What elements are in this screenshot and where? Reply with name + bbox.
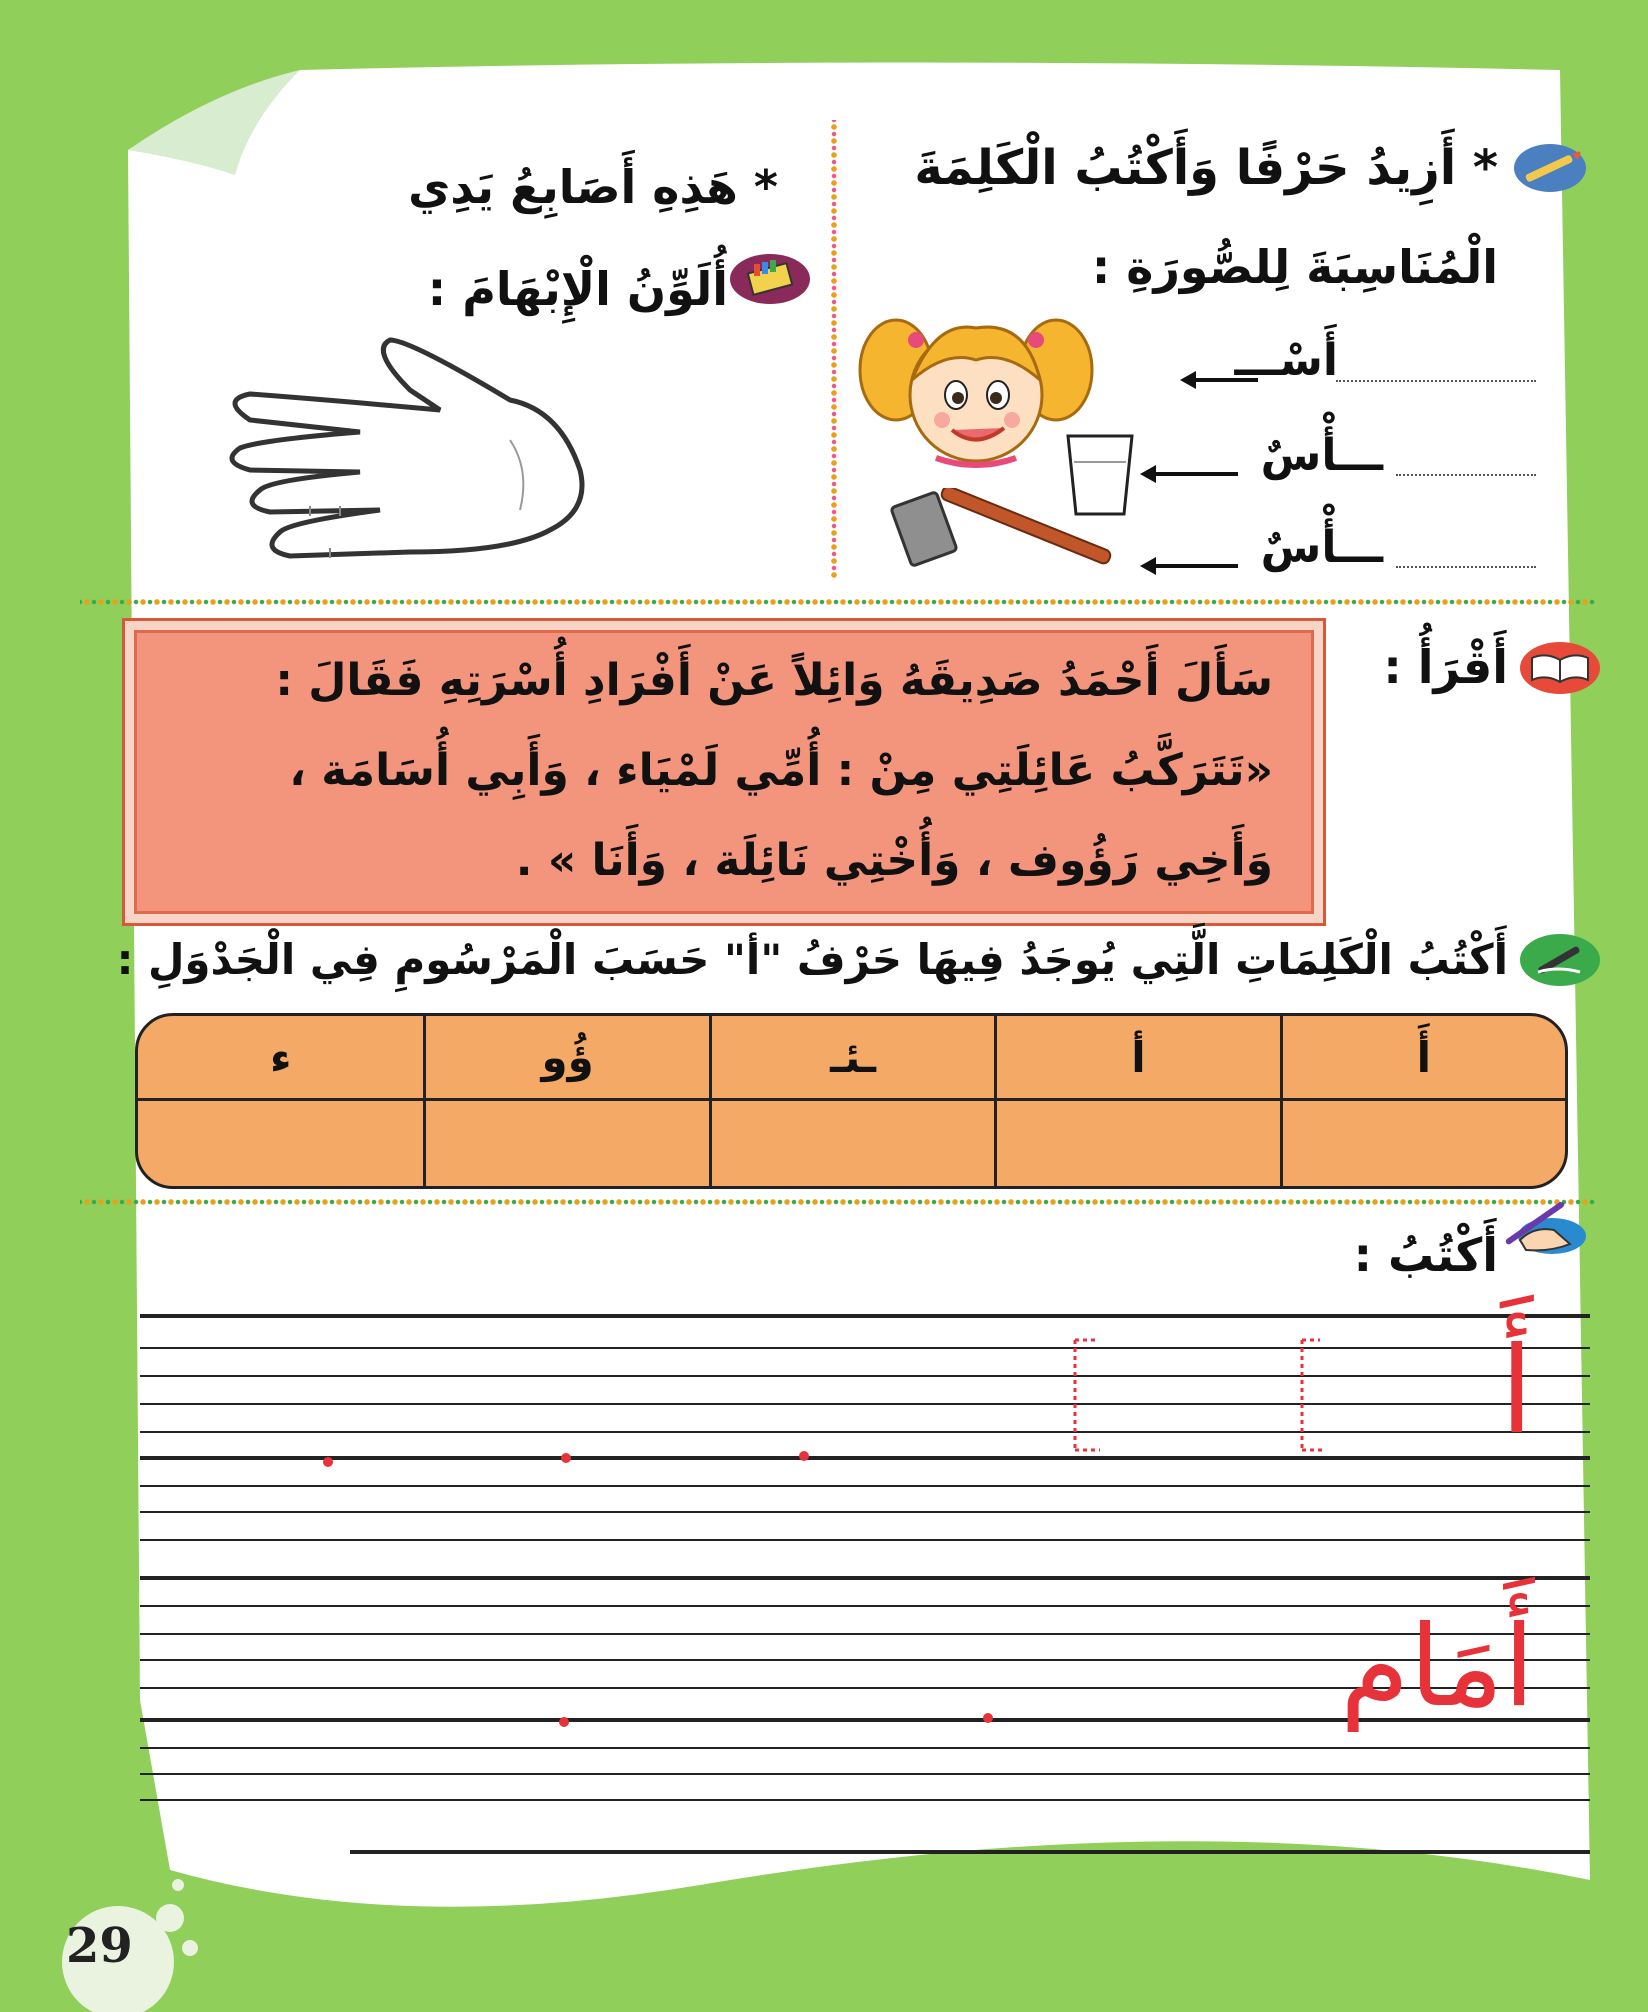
fingers-title: * هَذِهِ أَصَابِعُ يَدِي xyxy=(408,160,778,214)
fingers-instruction: أُلَوِّنُ الْإِبْهَامَ : xyxy=(427,262,728,316)
table-instruction: أَكْتُبُ الْكَلِمَاتِ الَّتِي يُوجَدُ فِيهَا حَرْفُ "أ" حَسَبَ الْمَرْسُومِ فِي الْجَدْوَلِ : xyxy=(116,935,1508,984)
reading-line-2: «تَتَرَكَّبُ عَائِلَتِي مِنْ : أُمِّي لَمْيَاء ، وَأَبِي أُسَامَة ، xyxy=(289,745,1273,796)
table-header-cell: ـئـ xyxy=(709,1016,994,1101)
add-letter-title: * أَزِيدُ حَرْفًا وَأَكْتُبُ الْكَلِمَةَ xyxy=(914,140,1498,196)
item-hint-3: ـــأْسٌ xyxy=(1260,522,1383,573)
answer-line-3[interactable] xyxy=(1396,566,1536,568)
reading-line-3: وَأَخِي رَؤُوف ، وَأُخْتِي نَائِلَة ، وَأَنَا » . xyxy=(515,835,1273,886)
section-divider xyxy=(80,596,1596,608)
table-header-cell: أَ xyxy=(1280,1016,1565,1101)
item-hint-2: ـــأْسٌ xyxy=(1260,430,1383,481)
add-letter-subtitle: الْمُنَاسِبَةَ لِلصُّورَةِ : xyxy=(1091,240,1498,294)
answer-line-1[interactable] xyxy=(1336,380,1536,382)
arrow-icon xyxy=(1180,368,1260,392)
hammer-picture xyxy=(886,488,1126,588)
reading-line-1: سَأَلَ أَحْمَدُ صَدِيقَهُ وَائِلاً عَنْ أَفْرَادِ أُسْرَتِهِ فَقَالَ : xyxy=(275,655,1273,706)
arrow-icon xyxy=(1140,462,1240,486)
table-header-cell: ء xyxy=(138,1016,423,1101)
letter-table xyxy=(135,1013,1568,1189)
reading-passage-box xyxy=(122,618,1326,926)
section-divider xyxy=(80,1196,1596,1208)
arrow-icon xyxy=(1140,554,1240,578)
hand-writing-icon xyxy=(1490,1200,1594,1258)
table-answer-cell[interactable] xyxy=(994,1101,1279,1186)
table-answer-cell[interactable] xyxy=(1280,1101,1565,1186)
pen-writing-icon xyxy=(1518,932,1602,988)
hand-picture[interactable] xyxy=(210,320,590,570)
table-answer-cell[interactable] xyxy=(138,1101,423,1186)
table-header-cell: أ xyxy=(994,1016,1279,1101)
page-number: 29 xyxy=(66,1918,133,1974)
book-icon xyxy=(1518,640,1602,696)
reading-label: أَقْرَأُ : xyxy=(1383,640,1508,694)
column-divider xyxy=(828,120,840,580)
pencil-icon xyxy=(1512,142,1588,194)
girl-face-picture xyxy=(856,300,1096,470)
model-word: أَمَام xyxy=(1340,1602,1535,1732)
crayon-box-icon xyxy=(728,252,812,306)
table-header-cell: ؤُو xyxy=(423,1016,708,1101)
item-hint-1: أَسْـــ xyxy=(1234,335,1338,386)
model-letter: أَ xyxy=(1500,1322,1534,1461)
writing-label: أَكْتُبُ : xyxy=(1353,1228,1498,1282)
handwriting-lines[interactable] xyxy=(140,1300,1590,1860)
table-answer-cell[interactable] xyxy=(709,1101,994,1186)
table-answer-cell[interactable] xyxy=(423,1101,708,1186)
answer-line-2[interactable] xyxy=(1396,474,1536,476)
